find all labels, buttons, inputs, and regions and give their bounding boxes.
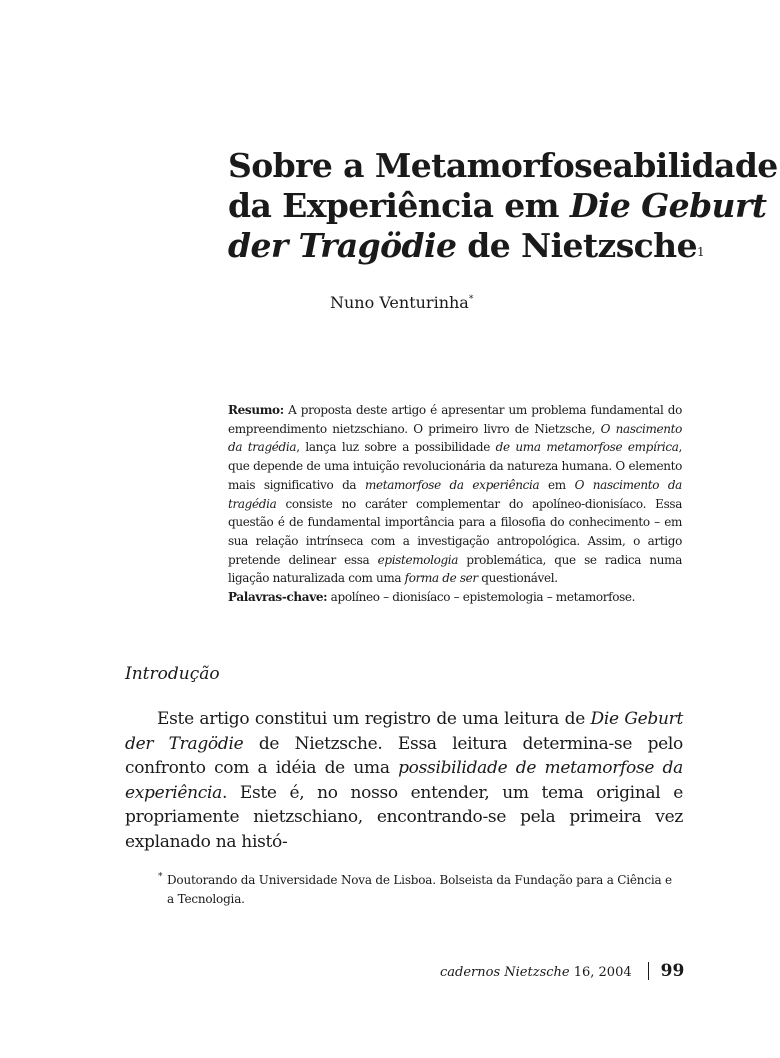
abstract-text: A proposta deste artigo é apresentar um problema fundamental do empreendimento nietzschiano. O primeiro livro de Nietzsche,: [228, 403, 682, 436]
footnote-mark: *: [158, 872, 163, 882]
author-footnote-mark: *: [468, 294, 474, 305]
body-text: . Este é, no nosso entender, um tema original e propriamente nietzschiano, encontrando-se pela primeira vez explanado na histó-: [125, 782, 683, 852]
title-text: da Experiência em: [228, 186, 570, 225]
article-title: [228, 146, 778, 266]
abstract-italic: O nascimento da tragédia: [228, 477, 682, 511]
body-text: de Nietzsche. Essa leitura determina-se pelo confronto com a idéia de uma: [125, 733, 683, 778]
title-footnote-ref: 1: [696, 245, 705, 259]
journal-name: cadernos Nietzsche: [440, 965, 570, 980]
body-text: Este artigo constitui um registro de uma leitura de: [157, 709, 591, 729]
abstract-italic: O nascimento da tragédia: [228, 421, 682, 455]
abstract-italic: epistemologia: [377, 552, 459, 567]
abstract-italic: de uma metamorfose empírica: [495, 440, 679, 455]
section-heading: Introdução: [125, 664, 220, 684]
title-line-3: [228, 226, 705, 266]
title-italic: der Tragödie: [228, 226, 457, 265]
title-text: de Nietzsche: [456, 226, 697, 265]
abstract-italic: metamorfose da experiência: [364, 477, 540, 492]
abstract-text: em: [539, 477, 575, 492]
abstract-paragraph: [228, 401, 682, 588]
volume-year: 16, 2004: [569, 965, 632, 980]
body-italic: possibilidade de metamorfose da experiência: [125, 758, 683, 803]
abstract-label: Resumo:: [228, 403, 284, 417]
footnote: [158, 871, 682, 909]
keywords-text: apolíneo – dionisíaco – epistemologia – metamorfose.: [327, 590, 636, 605]
page-number: 99: [660, 961, 685, 981]
abstract-text: , que depende de uma intuição revolucionária da natureza humana. O elemento mais significativo da: [228, 440, 682, 492]
abstract-text: , lança luz sobre a possibilidade: [296, 440, 496, 455]
footnote-text: Doutorando da Universidade Nova de Lisboa. Bolseista da Fundação para a Ciência e a Tecnologia.: [167, 873, 672, 906]
abstract-text: consiste no caráter complementar do apolíneo-dionisíaco. Essa questão é de fundamental importância para a filosofia do conhecimento – em sua relação intrínseca com a investigação antropológica. Assim, o artigo pretende delinear essa: [228, 496, 682, 567]
author-byline: [330, 293, 473, 312]
body-paragraph: [125, 707, 683, 854]
title-line-1: Sobre a Metamorfoseabilidade: [228, 146, 778, 185]
abstract: [228, 401, 682, 607]
title-line-2: [228, 186, 767, 226]
abstract-italic: forma de ser: [404, 571, 478, 586]
author-name: Nuno Venturinha: [330, 293, 469, 312]
keywords: [228, 588, 682, 607]
keywords-label: Palavras-chave:: [228, 590, 328, 605]
abstract-text: problemática, que se radica numa ligação naturalizada com uma: [228, 552, 682, 586]
page-footer: [440, 961, 684, 981]
abstract-text: questionável.: [477, 571, 558, 586]
title-italic: Die Geburt: [569, 186, 767, 225]
footer-divider: [648, 962, 649, 980]
body-italic: Die Geburt der Tragödie: [125, 709, 683, 754]
